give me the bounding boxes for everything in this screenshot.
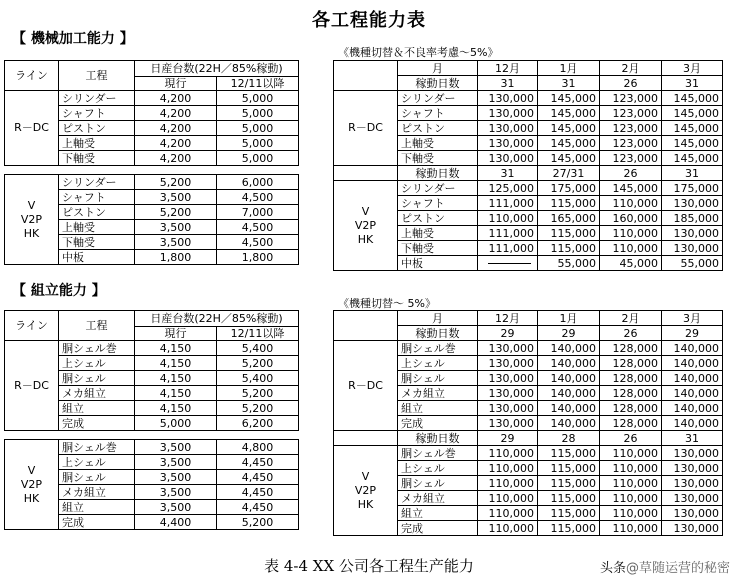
- process-cell: シリンダー: [59, 175, 135, 190]
- after-value-cell: 5,000: [217, 151, 299, 166]
- monthly-value-cell: 110,000: [600, 226, 662, 241]
- monthly-value-cell: 110,000: [478, 491, 538, 506]
- current-value-cell: 3,500: [135, 220, 217, 235]
- working-days-value: 29: [478, 431, 538, 446]
- monthly-value-cell: 110,000: [600, 446, 662, 461]
- monthly-value-cell: 128,000: [600, 356, 662, 371]
- process-cell: 下軸受: [59, 151, 135, 166]
- blank-cell: [334, 311, 398, 341]
- current-value-cell: 5,000: [135, 416, 217, 431]
- blank-cell: [334, 431, 398, 446]
- process-cell: 上軸受: [59, 136, 135, 151]
- current-value-cell: 4,150: [135, 386, 217, 401]
- monthly-value-cell: 145,000: [600, 181, 662, 196]
- line-label: R－DC: [14, 378, 49, 392]
- monthly-value-cell: 115,000: [538, 446, 600, 461]
- monthly-value-cell: 175,000: [538, 181, 600, 196]
- current-value-cell: 3,500: [135, 455, 217, 470]
- section-heading-machining: 【 機械加工能力 】: [12, 31, 134, 47]
- table-row: [334, 61, 723, 76]
- after-value-cell: 4,450: [217, 470, 299, 485]
- monthly-value-cell: 130,000: [478, 106, 538, 121]
- after-value-cell: 4,800: [217, 440, 299, 455]
- process-cell: 上軸受: [398, 226, 478, 241]
- process-cell: 組立: [398, 401, 478, 416]
- monthly-value-cell: 145,000: [662, 91, 723, 106]
- process-cell: 完成: [398, 416, 478, 431]
- monthly-value-cell: 115,000: [538, 521, 600, 536]
- process-cell: メカ組立: [59, 485, 135, 500]
- monthly-value-cell: 145,000: [538, 136, 600, 151]
- current-value-cell: 4,150: [135, 356, 217, 371]
- process-cell: 胴シェル巻: [59, 440, 135, 455]
- monthly-value-cell: 110,000: [478, 521, 538, 536]
- current-value-cell: 4,200: [135, 91, 217, 106]
- blank-cell: [334, 166, 398, 181]
- monthly-value-cell: 125,000: [478, 181, 538, 196]
- col-header-capacity: 日産台数(22H／85%稼動): [135, 61, 299, 77]
- monthly-value-cell: 140,000: [538, 416, 600, 431]
- after-value-cell: 6,000: [217, 175, 299, 190]
- monthly-value-cell: 128,000: [600, 386, 662, 401]
- line-label-cell: [5, 341, 59, 431]
- monthly-value-cell: 110,000: [478, 446, 538, 461]
- line-label: V2P: [354, 218, 377, 232]
- month-header: 3月: [662, 61, 723, 76]
- monthly-value-cell: 145,000: [662, 121, 723, 136]
- working-days-value: 31: [478, 76, 538, 91]
- process-cell: メカ組立: [398, 386, 478, 401]
- monthly-value-cell: 130,000: [478, 401, 538, 416]
- table-row: [334, 311, 723, 326]
- process-cell: 胴シェル: [59, 371, 135, 386]
- monthly-value-cell: 130,000: [478, 416, 538, 431]
- line-label: V: [361, 469, 370, 483]
- table-row: [334, 181, 723, 196]
- table-row: [334, 166, 723, 181]
- monthly-value-cell: 111,000: [478, 226, 538, 241]
- col-header-line: ライン: [5, 311, 59, 341]
- monthly-value-cell: 111,000: [478, 196, 538, 211]
- working-days-value: 26: [600, 431, 662, 446]
- table-row: [334, 341, 723, 356]
- machining-left-table: [4, 60, 299, 265]
- line-label: V: [27, 198, 36, 212]
- col-header-after: 12/11以降: [217, 77, 299, 91]
- monthly-value-cell: 145,000: [538, 121, 600, 136]
- monthly-value-cell: 123,000: [600, 136, 662, 151]
- after-value-cell: 4,450: [217, 485, 299, 500]
- empty-dash: [488, 263, 531, 264]
- monthly-value-cell: 55,000: [538, 256, 600, 271]
- line-label: V: [27, 463, 36, 477]
- monthly-value-cell: 130,000: [662, 196, 723, 211]
- col-header-capacity: 日産台数(22H／85%稼動): [135, 311, 299, 327]
- after-value-cell: 4,500: [217, 235, 299, 250]
- line-label-cell: [334, 446, 398, 536]
- monthly-value-cell: 130,000: [478, 341, 538, 356]
- process-cell: 胴シェル巻: [398, 341, 478, 356]
- monthly-value-cell: 110,000: [478, 461, 538, 476]
- monthly-value-cell: 130,000: [662, 506, 723, 521]
- process-cell: 上軸受: [398, 136, 478, 151]
- process-cell: 上シェル: [398, 356, 478, 371]
- monthly-value-cell: 123,000: [600, 151, 662, 166]
- process-cell: 下軸受: [59, 235, 135, 250]
- after-value-cell: 5,000: [217, 106, 299, 121]
- table-row: [5, 91, 299, 106]
- monthly-value-cell: 115,000: [538, 476, 600, 491]
- monthly-value-cell: 130,000: [478, 356, 538, 371]
- process-cell: シャフト: [398, 196, 478, 211]
- after-value-cell: 4,450: [217, 500, 299, 515]
- line-label: R－DC: [14, 121, 49, 134]
- process-cell: 完成: [398, 521, 478, 536]
- table-caption: 表 4-4 XX 公司各工程生产能力: [264, 557, 474, 575]
- monthly-value-cell: 145,000: [662, 151, 723, 166]
- after-value-cell: 4,500: [217, 220, 299, 235]
- col-header-process: 工程: [59, 61, 135, 91]
- page-title: 各工程能力表: [312, 10, 426, 31]
- line-label-cell: [5, 91, 59, 166]
- process-cell: メカ組立: [59, 386, 135, 401]
- col-header-current: 現行: [135, 77, 217, 91]
- monthly-value-cell: 130,000: [478, 151, 538, 166]
- month-header: 3月: [662, 311, 723, 326]
- monthly-value-cell: 111,000: [478, 241, 538, 256]
- line-label: HK: [357, 497, 374, 511]
- monthly-value-cell: 130,000: [662, 446, 723, 461]
- line-label: HK: [23, 226, 40, 240]
- current-value-cell: 4,200: [135, 136, 217, 151]
- process-cell: 上軸受: [59, 220, 135, 235]
- monthly-value-cell: 115,000: [538, 196, 600, 211]
- blank-cell: [334, 61, 398, 91]
- working-days-value: 31: [662, 76, 723, 91]
- working-days-value: 28: [538, 431, 600, 446]
- working-days-label: 稼動日数: [398, 326, 478, 341]
- process-cell: 完成: [59, 515, 135, 530]
- process-cell: ピストン: [398, 121, 478, 136]
- current-value-cell: 3,500: [135, 485, 217, 500]
- note-assembly: 《機種切替～ 5%》: [338, 297, 436, 310]
- monthly-value-cell: 123,000: [600, 106, 662, 121]
- current-value-cell: 4,150: [135, 401, 217, 416]
- current-value-cell: 3,500: [135, 190, 217, 205]
- working-days-value: 26: [600, 76, 662, 91]
- table-row: [334, 446, 723, 461]
- monthly-value-cell: 115,000: [538, 506, 600, 521]
- current-value-cell: 4,400: [135, 515, 217, 530]
- monthly-value-cell: 130,000: [662, 241, 723, 256]
- working-days-label: 稼動日数: [398, 431, 478, 446]
- line-label: V2P: [20, 212, 43, 226]
- monthly-value-cell: 110,000: [478, 211, 538, 226]
- process-cell: 上シェル: [59, 356, 135, 371]
- process-cell: 組立: [398, 506, 478, 521]
- after-value-cell: 5,200: [217, 401, 299, 416]
- monthly-value-cell: 55,000: [662, 256, 723, 271]
- monthly-value-cell: 130,000: [478, 386, 538, 401]
- monthly-value-cell: 45,000: [600, 256, 662, 271]
- monthly-value-cell: 145,000: [662, 136, 723, 151]
- working-days-value: 29: [662, 326, 723, 341]
- month-label: 月: [398, 61, 478, 76]
- working-days-value: 29: [538, 326, 600, 341]
- process-cell: 下軸受: [398, 151, 478, 166]
- monthly-value-cell: 115,000: [538, 461, 600, 476]
- month-header: 12月: [478, 61, 538, 76]
- process-cell: シャフト: [59, 190, 135, 205]
- working-days-value: 31: [662, 166, 723, 181]
- process-cell: 胴シェル巻: [398, 446, 478, 461]
- line-label-cell: [5, 440, 59, 530]
- process-cell: 胴シェル巻: [59, 341, 135, 356]
- monthly-value-cell: 110,000: [478, 476, 538, 491]
- working-days-value: 31: [662, 431, 723, 446]
- after-value-cell: 5,400: [217, 341, 299, 356]
- process-cell: 上シェル: [398, 461, 478, 476]
- line-label: R－DC: [348, 378, 383, 392]
- process-cell: シャフト: [398, 106, 478, 121]
- working-days-value: 31: [538, 76, 600, 91]
- current-value-cell: 4,200: [135, 151, 217, 166]
- line-label: V2P: [20, 477, 43, 491]
- line-label: R－DC: [348, 121, 383, 134]
- current-value-cell: 3,500: [135, 470, 217, 485]
- monthly-value-cell: 175,000: [662, 181, 723, 196]
- monthly-value-cell: 115,000: [538, 226, 600, 241]
- note-machining: 《機種切替＆不良率考慮～5%》: [338, 46, 499, 59]
- working-days-value: 31: [478, 166, 538, 181]
- after-value-cell: 5,000: [217, 91, 299, 106]
- table-row: [5, 341, 299, 356]
- process-cell: 胴シェル: [398, 476, 478, 491]
- after-value-cell: 5,200: [217, 386, 299, 401]
- month-header: 2月: [600, 61, 662, 76]
- monthly-value-cell: 140,000: [538, 356, 600, 371]
- monthly-value-cell: [478, 256, 538, 271]
- process-cell: メカ組立: [398, 491, 478, 506]
- process-cell: 胴シェル: [59, 470, 135, 485]
- month-label: 月: [398, 311, 478, 326]
- monthly-value-cell: 140,000: [662, 356, 723, 371]
- monthly-value-cell: 123,000: [600, 91, 662, 106]
- spacer: [5, 431, 299, 440]
- process-cell: ピストン: [59, 205, 135, 220]
- after-value-cell: 1,800: [217, 250, 299, 265]
- monthly-value-cell: 130,000: [662, 521, 723, 536]
- line-label: V2P: [354, 483, 377, 497]
- after-value-cell: 4,450: [217, 455, 299, 470]
- process-cell: 上シェル: [59, 455, 135, 470]
- month-header: 1月: [538, 311, 600, 326]
- monthly-value-cell: 140,000: [538, 341, 600, 356]
- process-cell: 中板: [398, 256, 478, 271]
- monthly-value-cell: 123,000: [600, 121, 662, 136]
- table-row: [334, 91, 723, 106]
- process-cell: 下軸受: [398, 241, 478, 256]
- monthly-value-cell: 128,000: [600, 341, 662, 356]
- current-value-cell: 3,500: [135, 440, 217, 455]
- col-header-process: 工程: [59, 311, 135, 341]
- table-row: [5, 431, 299, 440]
- table-row: [5, 175, 299, 190]
- working-days-label: 稼動日数: [398, 76, 478, 91]
- monthly-value-cell: 140,000: [538, 386, 600, 401]
- table-row: [5, 440, 299, 455]
- monthly-value-cell: 110,000: [600, 196, 662, 211]
- monthly-value-cell: 130,000: [478, 91, 538, 106]
- monthly-value-cell: 115,000: [538, 241, 600, 256]
- current-value-cell: 4,150: [135, 341, 217, 356]
- machining-right-table: [333, 60, 723, 271]
- after-value-cell: 6,200: [217, 416, 299, 431]
- monthly-value-cell: 130,000: [662, 226, 723, 241]
- monthly-value-cell: 140,000: [662, 371, 723, 386]
- line-label: V: [361, 204, 370, 218]
- monthly-value-cell: 128,000: [600, 371, 662, 386]
- monthly-value-cell: 130,000: [478, 121, 538, 136]
- current-value-cell: 3,500: [135, 235, 217, 250]
- monthly-value-cell: 110,000: [600, 476, 662, 491]
- process-cell: 中板: [59, 250, 135, 265]
- table-row: [5, 166, 299, 175]
- after-value-cell: 5,000: [217, 121, 299, 136]
- table-row: [5, 61, 299, 77]
- monthly-value-cell: 130,000: [478, 136, 538, 151]
- line-label-cell: [334, 91, 398, 166]
- monthly-value-cell: 140,000: [538, 371, 600, 386]
- line-label-cell: [5, 175, 59, 265]
- monthly-value-cell: 130,000: [478, 371, 538, 386]
- current-value-cell: 3,500: [135, 500, 217, 515]
- section-heading-assembly: 【 組立能力 】: [12, 283, 106, 299]
- current-value-cell: 4,150: [135, 371, 217, 386]
- monthly-value-cell: 128,000: [600, 416, 662, 431]
- current-value-cell: 4,200: [135, 106, 217, 121]
- monthly-value-cell: 145,000: [538, 106, 600, 121]
- spacer: [5, 166, 299, 175]
- month-header: 1月: [538, 61, 600, 76]
- col-header-line: ライン: [5, 61, 59, 91]
- assembly-left-table: [4, 310, 299, 530]
- process-cell: 組立: [59, 401, 135, 416]
- line-label-cell: [334, 181, 398, 271]
- monthly-value-cell: 140,000: [662, 386, 723, 401]
- process-cell: シリンダー: [398, 91, 478, 106]
- table-row: [334, 431, 723, 446]
- monthly-value-cell: 110,000: [600, 506, 662, 521]
- process-cell: 完成: [59, 416, 135, 431]
- monthly-value-cell: 128,000: [600, 401, 662, 416]
- process-cell: ピストン: [59, 121, 135, 136]
- after-value-cell: 5,000: [217, 136, 299, 151]
- monthly-value-cell: 140,000: [662, 416, 723, 431]
- after-value-cell: 5,200: [217, 515, 299, 530]
- process-cell: シャフト: [59, 106, 135, 121]
- monthly-value-cell: 140,000: [538, 401, 600, 416]
- monthly-value-cell: 145,000: [538, 91, 600, 106]
- current-value-cell: 5,200: [135, 205, 217, 220]
- after-value-cell: 5,400: [217, 371, 299, 386]
- after-value-cell: 5,200: [217, 356, 299, 371]
- current-value-cell: 1,800: [135, 250, 217, 265]
- monthly-value-cell: 110,000: [478, 506, 538, 521]
- col-header-current: 現行: [135, 327, 217, 341]
- monthly-value-cell: 145,000: [538, 151, 600, 166]
- monthly-value-cell: 140,000: [662, 341, 723, 356]
- process-cell: 胴シェル: [398, 371, 478, 386]
- assembly-right-table: [333, 310, 723, 536]
- col-header-after: 12/11以降: [217, 327, 299, 341]
- working-days-value: 27/31: [538, 166, 600, 181]
- monthly-value-cell: 115,000: [538, 491, 600, 506]
- process-cell: シリンダー: [398, 181, 478, 196]
- monthly-value-cell: 165,000: [538, 211, 600, 226]
- line-label: HK: [23, 491, 40, 505]
- process-cell: 組立: [59, 500, 135, 515]
- working-days-value: 26: [600, 326, 662, 341]
- watermark-handle: @草随运营的秘密: [625, 561, 730, 576]
- monthly-value-cell: 110,000: [600, 491, 662, 506]
- after-value-cell: 7,000: [217, 205, 299, 220]
- after-value-cell: 4,500: [217, 190, 299, 205]
- monthly-value-cell: 130,000: [662, 461, 723, 476]
- line-label: HK: [357, 232, 374, 246]
- table-row: [5, 311, 299, 327]
- line-label-cell: [334, 341, 398, 431]
- working-days-value: 26: [600, 166, 662, 181]
- monthly-value-cell: 110,000: [600, 241, 662, 256]
- working-days-label: 稼動日数: [398, 166, 478, 181]
- month-header: 2月: [600, 311, 662, 326]
- process-cell: シリンダー: [59, 91, 135, 106]
- monthly-value-cell: 110,000: [600, 461, 662, 476]
- monthly-value-cell: 130,000: [662, 491, 723, 506]
- watermark-prefix: 头条: [599, 561, 626, 576]
- working-days-value: 29: [478, 326, 538, 341]
- monthly-value-cell: 130,000: [662, 476, 723, 491]
- month-header: 12月: [478, 311, 538, 326]
- monthly-value-cell: 110,000: [600, 521, 662, 536]
- monthly-value-cell: 145,000: [662, 106, 723, 121]
- current-value-cell: 4,200: [135, 121, 217, 136]
- monthly-value-cell: 160,000: [600, 211, 662, 226]
- monthly-value-cell: 185,000: [662, 211, 723, 226]
- process-cell: ピストン: [398, 211, 478, 226]
- current-value-cell: 5,200: [135, 175, 217, 190]
- watermark: [600, 557, 730, 576]
- monthly-value-cell: 140,000: [662, 401, 723, 416]
